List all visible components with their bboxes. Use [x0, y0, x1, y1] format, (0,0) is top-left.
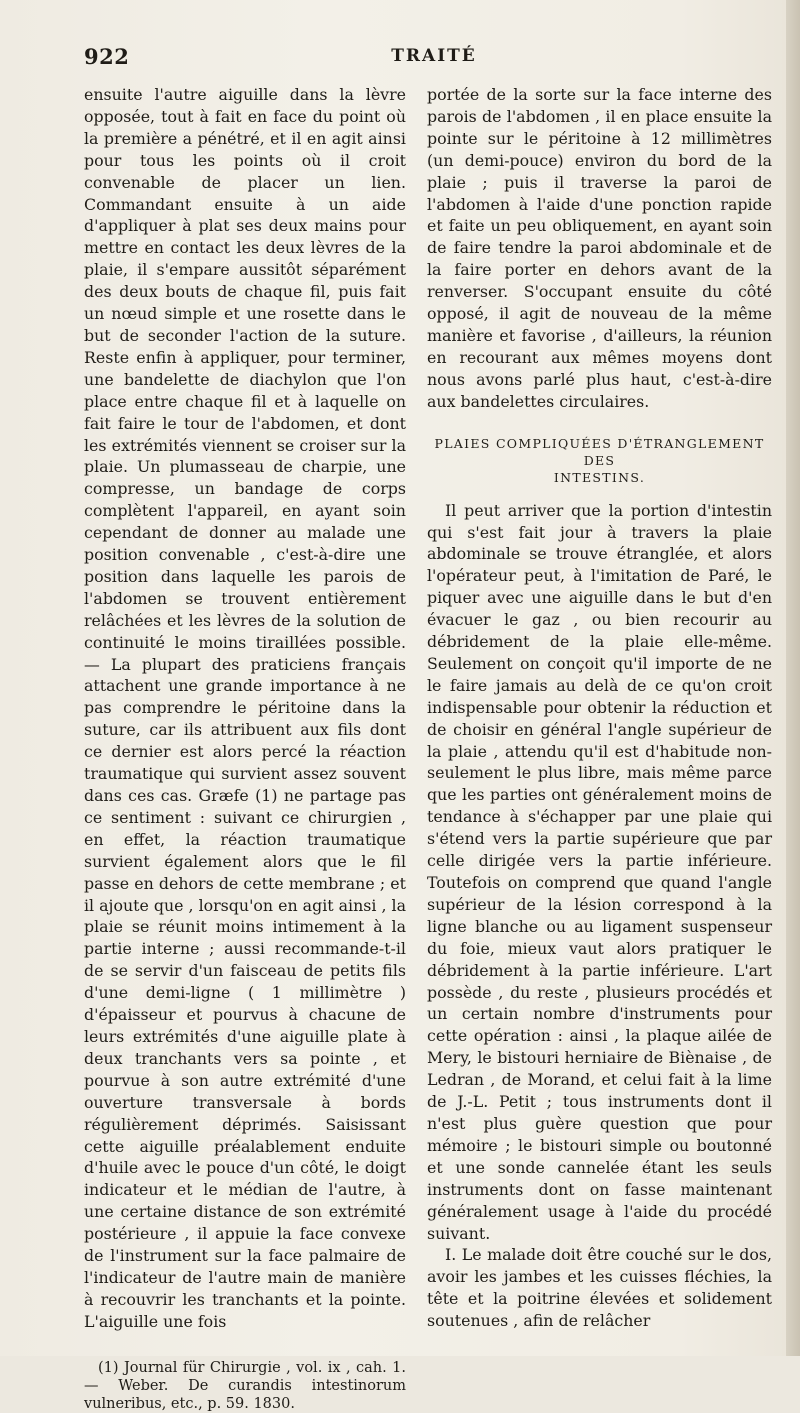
running-title: TRAITÉ [391, 46, 477, 66]
footnote: (1) Journal für Chirurgie , vol. ix , cah. 1. — Weber. De curandis intestinorum vulneribus, etc., p. 59. 1830. [84, 1359, 406, 1412]
right-column [427, 84, 772, 1332]
page-edge-shadow [786, 0, 800, 1356]
page-number: 922 [84, 44, 130, 69]
section-heading-line-2: INTESTINS. [553, 469, 646, 485]
left-column [84, 84, 406, 1413]
right-paragraph-3: I. Le malade doit être couché sur le dos, avoir les jambes et les cuisses fléchies, la tête et la poitrine élevées et solidement soutenues , afin de relâcher [427, 1245, 772, 1331]
section-heading-line-1: PLAIES COMPLIQUÉES D'ÉTRANGLEMENT DES [434, 435, 765, 468]
page-header [84, 44, 784, 72]
section-heading [427, 435, 772, 486]
left-paragraph-1: ensuite l'autre aiguille dans la lèvre opposée, tout à fait en face du point où la première a pénétré, et il en agit ainsi pour tous les points où il croit convenable de placer un lien. Commandant ensuite à un aide d'appliquer à plat ses deux mains pour mettre en contact les deux lèvres de la plaie, il s'empare aussitôt séparément des deux bouts de chaque fil, puis fait un nœud simple et une rosette dans le but de seconder l'action de la suture. Reste enfin à appliquer, pour terminer, une bandelette de diachylon que l'on place entre chaque fil et à laquelle on fait faire le tour de l'abdomen, et dont les extrémités viennent se croiser sur la plaie. Un plumasseau de charpie, une compresse, un bandage de corps complètent l'appareil, en ayant soin cependant de donner au malade une position convenable , c'est-à-dire une position dans laquelle les parois de l'abdomen se trouvent entièrement relâchées et les lèvres de la solution de continuité le moins tiraillées possible. — La plupart des praticiens français attachent une grande importance à ne pas comprendre le péritoine dans la suture, car ils attribuent aux fils dont ce dernier est alors percé la réaction traumatique qui survient assez souvent dans ces cas. Græfe (1) ne partage pas ce sentiment : suivant ce chirurgien , en effet, la réaction traumatique survient également alors que le fil passe en dehors de cette membrane ; et il ajoute que , lorsqu'on en agit ainsi , la plaie se réunit moins intimement à la partie interne ; aussi recommande-t-il de se servir d'un faisceau de petits fils d'une demi-ligne ( 1 millimètre ) d'épaisseur et pourvus à chacune de leurs extrémités d'une aiguille plate à deux tranchants vers sa pointe , et pourvue à son autre extrémité d'une ouverture transversale à bords régulièrement déprimés. Saisissant cette aiguille préalablement enduite d'huile avec le pouce d'un côté, le doigt indicateur et le médian de l'autre, à une certaine distance de son extrémité postérieure , il appuie la face convexe de l'instrument sur la face palmaire de l'indicateur de l'autre main de manière à recouvrir les tranchants et la pointe. L'aiguille une fois [84, 85, 406, 1331]
right-paragraph-1: portée de la sorte sur la face interne des parois de l'abdomen , il en place ensuite la pointe sur le péritoine à 12 millimètres (un demi-pouce) environ du bord de la plaie ; puis il traverse la paroi de l'abdomen à l'aide d'une ponction rapide et faite un peu obliquement, en ayant soin de faire tendre la paroi abdominale et de la faire porter en dehors avant de la renverser. S'occupant ensuite du côté opposé, il agit de nouveau de la même manière et favorise , d'ailleurs, la réunion en recourant aux mêmes moyens dont nous avons parlé plus haut, c'est-à-dire aux bandelettes circulaires. [427, 85, 772, 411]
right-paragraph-2: Il peut arriver que la portion d'intestin qui s'est fait jour à travers la plaie abdominale se trouve étranglée, et alors l'opérateur peut, à l'imitation de Paré, le piquer avec une aiguille dans le but d'en évacuer le gaz , ou bien recourir au débridement de la plaie elle-même. Seulement on conçoit qu'il importe de ne le faire jamais au delà de ce qu'on croit indispensable pour obtenir la réduction et de choisir en général l'angle supérieur de la plaie , attendu qu'il est d'habitude non-seulement le plus libre, mais même parce que les parties ont généralement moins de tendance à s'échapper par une plaie qui s'étend vers la partie supérieure que par celle dirigée vers la partie inférieure. Toutefois on comprend que quand l'angle supérieur de la lésion correspond à la ligne blanche ou au ligament suspenseur du foie, mieux vaut alors pratiquer le débridement à la partie inférieure. L'art possède , du reste , plusieurs procédés et un certain nombre d'instruments pour cette opération : ainsi , la plaque ailée de Mery, le bistouri herniaire de Biènaise , de Ledran , de Morand, et celui fait à la lime de J.-L. Petit ; tous instruments dont il n'est plus guère question que pour mémoire ; le bistouri simple ou boutonné et une sonde cannelée étant les seuls instruments dont on fasse maintenant généralement usage à l'aide du procédé suivant. [427, 500, 772, 1243]
